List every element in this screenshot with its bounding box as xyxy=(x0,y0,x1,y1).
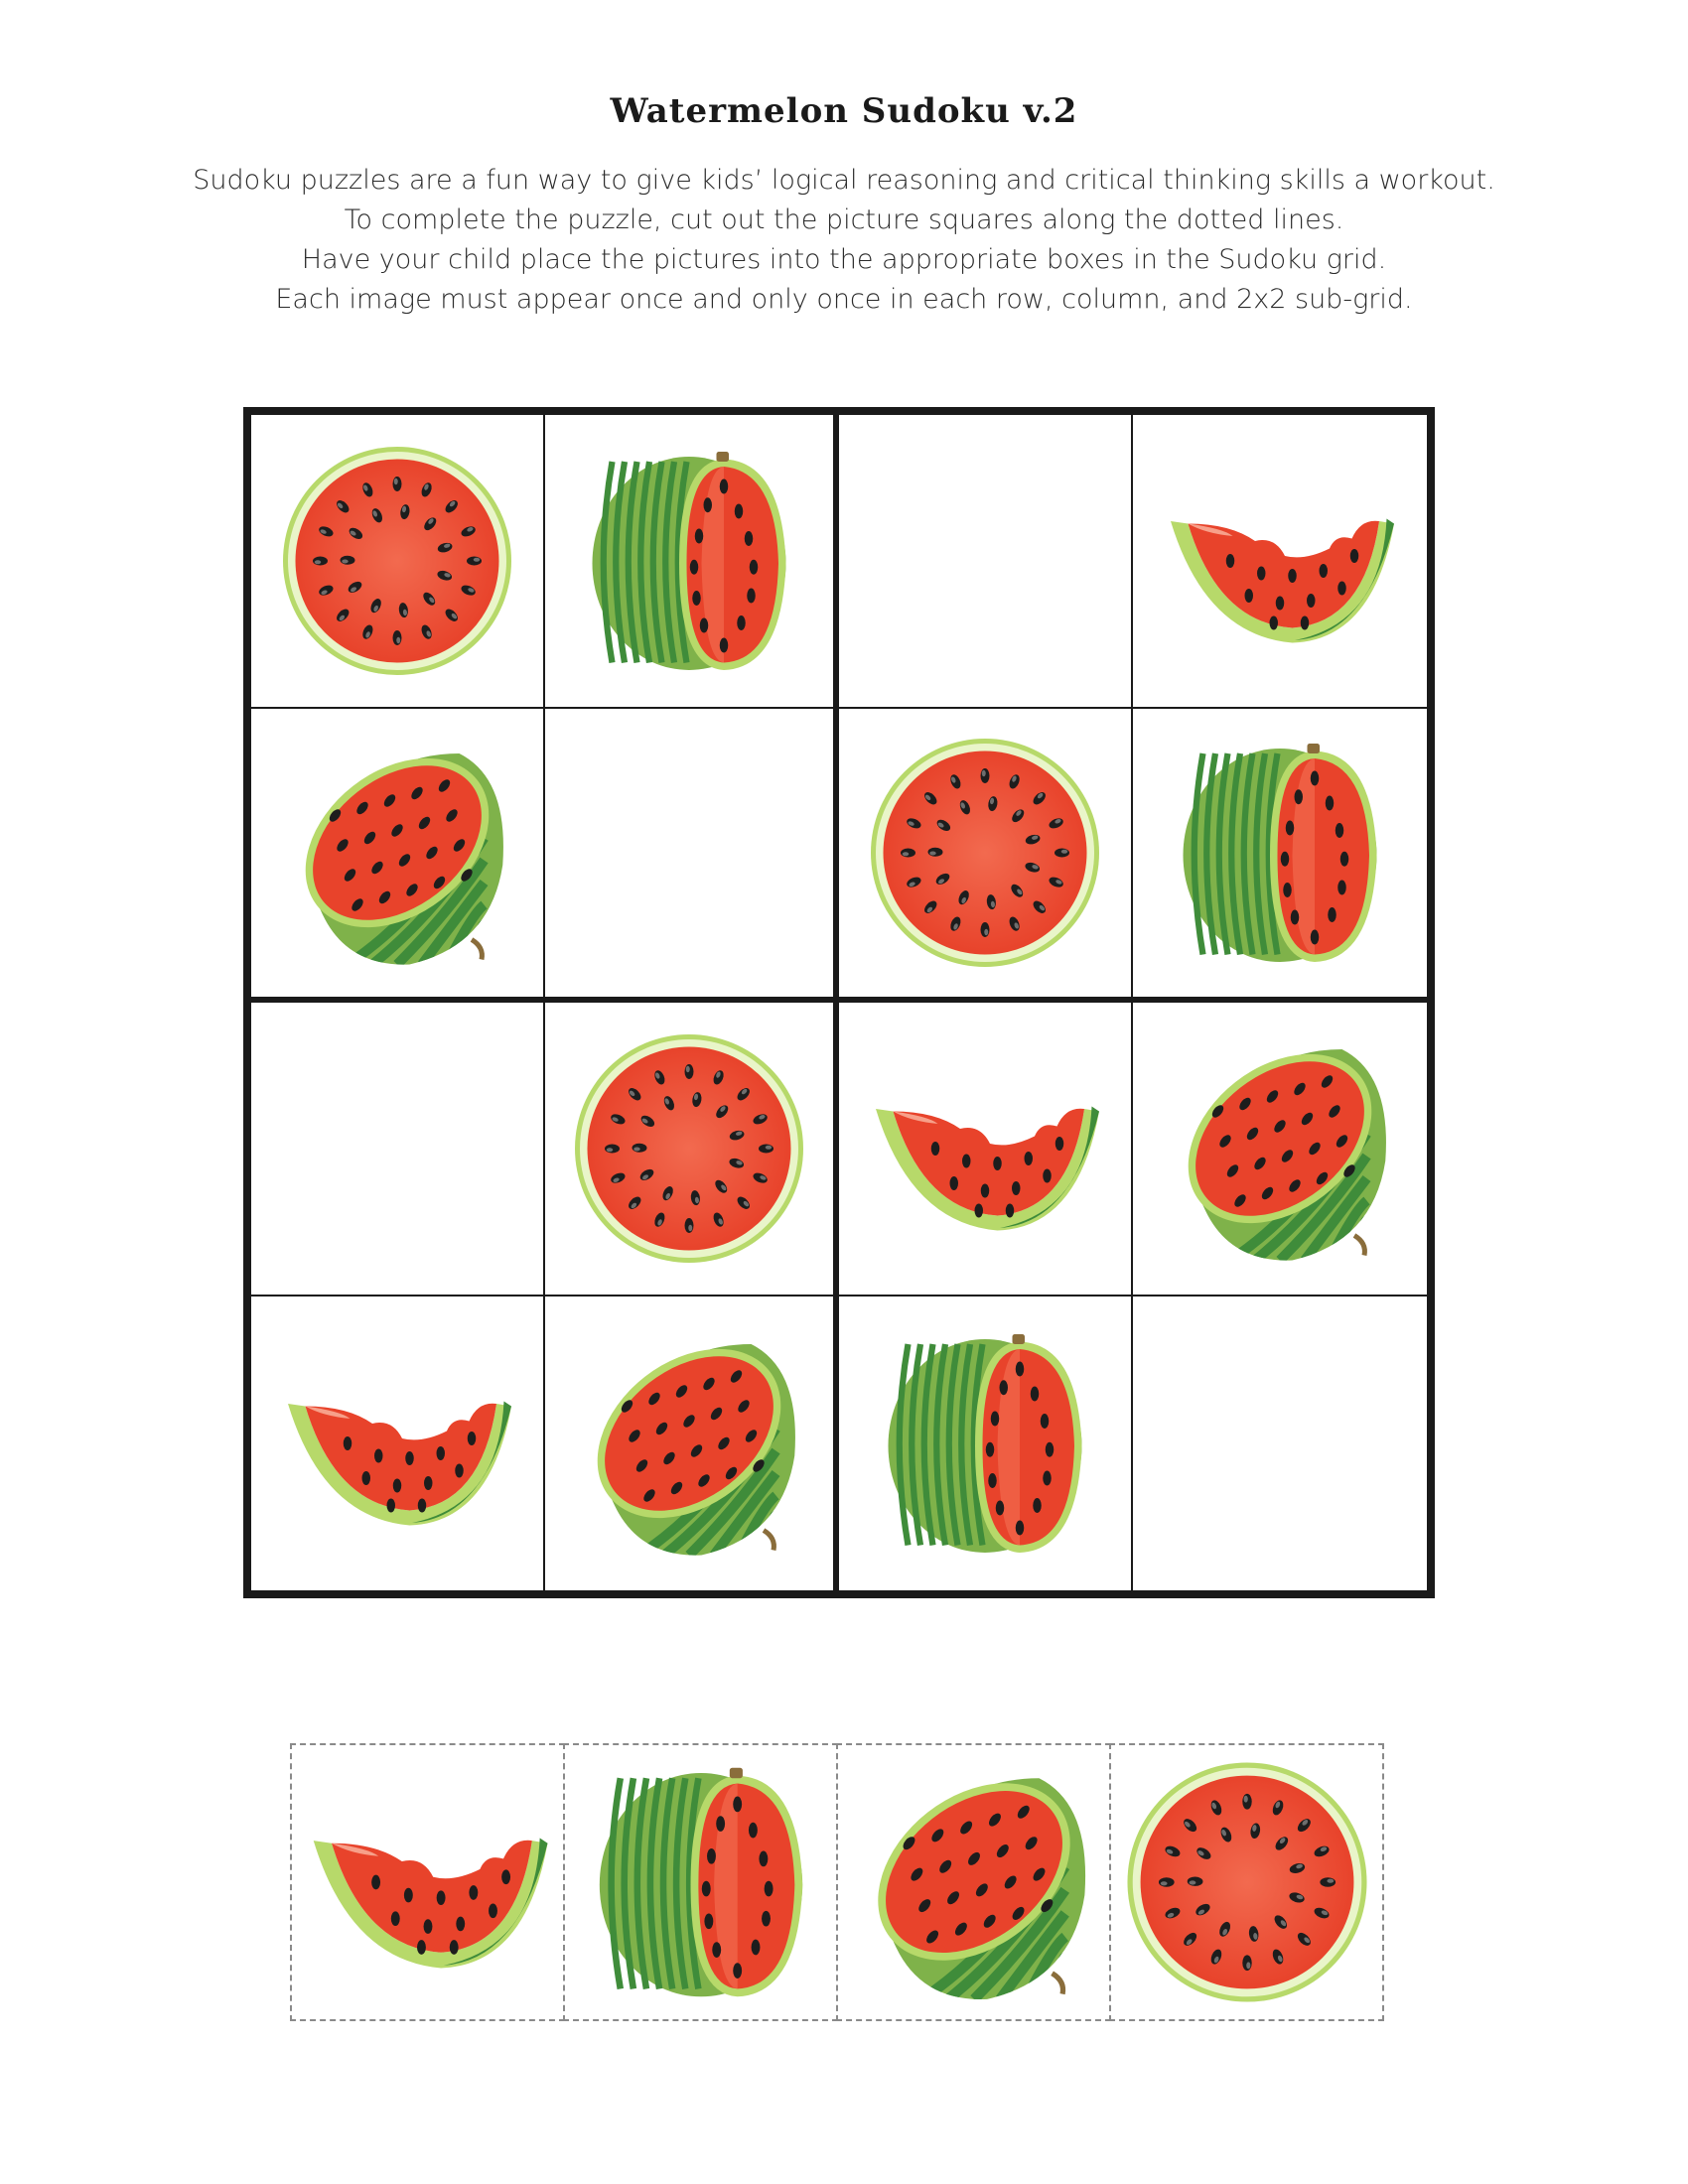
watermelon-wedge-icon xyxy=(298,1752,558,2012)
cutout-round-slice[interactable] xyxy=(1109,1743,1384,2021)
grid-cell-whole-cut[interactable] xyxy=(1133,709,1427,1003)
grid-cell-half[interactable] xyxy=(545,1297,839,1590)
cutout-strip xyxy=(290,1743,1390,2021)
grid-cell-round-slice[interactable] xyxy=(545,1003,839,1297)
watermelon-round-slice-icon xyxy=(273,437,521,685)
watermelon-round-slice-icon xyxy=(1117,1752,1377,2012)
instructions xyxy=(0,161,1688,320)
grid-cell-wedge[interactable] xyxy=(251,1297,545,1590)
watermelon-whole-cut-icon xyxy=(1156,729,1404,977)
cutout-whole-cut[interactable] xyxy=(563,1743,838,2021)
instruction-line: Sudoku puzzles are a fun way to give kids’ logical reasoning and critical thinking skills a workout. xyxy=(193,165,1495,196)
grid-cell-wedge[interactable] xyxy=(1133,415,1427,709)
grid-cell-whole-cut[interactable] xyxy=(839,1297,1133,1590)
watermelon-whole-cut-icon xyxy=(861,1319,1109,1568)
grid-cell-empty[interactable] xyxy=(1133,1297,1427,1590)
watermelon-half-icon xyxy=(1156,1024,1404,1273)
instruction-line: To complete the puzzle, cut out the picture squares along the dotted lines. xyxy=(344,205,1344,235)
grid-cell-empty[interactable] xyxy=(839,415,1133,709)
instruction-line: Each image must appear once and only once in each row, column, and 2x2 sub-grid. xyxy=(275,284,1413,315)
watermelon-half-icon xyxy=(844,1752,1104,2012)
watermelon-wedge-icon xyxy=(273,1319,521,1568)
watermelon-whole-cut-icon xyxy=(565,437,813,685)
sudoku-grid xyxy=(243,407,1435,1598)
watermelon-half-icon xyxy=(565,1319,813,1568)
watermelon-round-slice-icon xyxy=(861,729,1109,977)
grid-cell-half[interactable] xyxy=(1133,1003,1427,1297)
cutout-half[interactable] xyxy=(836,1743,1111,2021)
instruction-line: Have your child place the pictures into the appropriate boxes in the Sudoku grid. xyxy=(301,244,1387,275)
watermelon-half-icon xyxy=(273,729,521,977)
grid-cell-round-slice[interactable] xyxy=(251,415,545,709)
watermelon-wedge-icon xyxy=(861,1024,1109,1273)
page-title: Watermelon Sudoku v.2 xyxy=(610,91,1078,131)
grid-cell-empty[interactable] xyxy=(545,709,839,1003)
grid-cell-empty[interactable] xyxy=(251,1003,545,1297)
grid-cell-round-slice[interactable] xyxy=(839,709,1133,1003)
watermelon-wedge-icon xyxy=(1156,437,1404,685)
grid-cell-whole-cut[interactable] xyxy=(545,415,839,709)
watermelon-round-slice-icon xyxy=(565,1024,813,1273)
cutout-wedge[interactable] xyxy=(290,1743,565,2021)
grid-cell-half[interactable] xyxy=(251,709,545,1003)
grid-cell-wedge[interactable] xyxy=(839,1003,1133,1297)
watermelon-whole-cut-icon xyxy=(571,1752,831,2012)
